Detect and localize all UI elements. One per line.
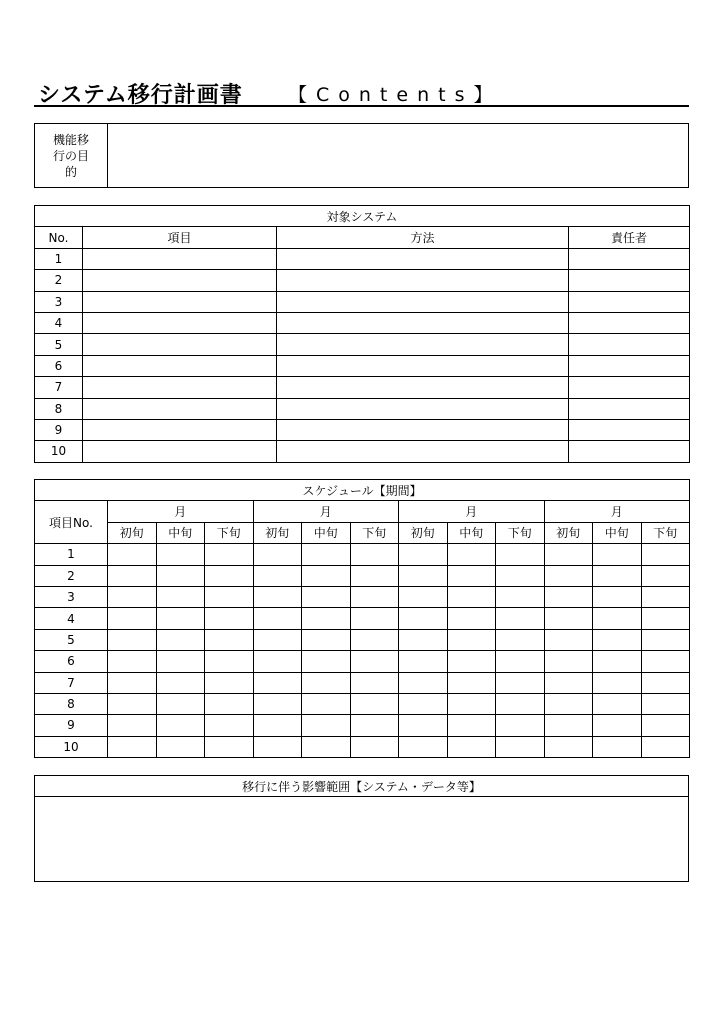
schedule-cell[interactable]: [302, 715, 351, 736]
item-cell[interactable]: [83, 291, 277, 312]
table-row: [35, 291, 690, 312]
title-divider: [34, 105, 689, 107]
owner-cell[interactable]: [569, 377, 690, 398]
table-row: [35, 377, 690, 398]
schedule-cell[interactable]: [108, 586, 157, 607]
owner-cell[interactable]: [569, 270, 690, 291]
schedule-cell[interactable]: [593, 565, 642, 586]
schedule-cell[interactable]: [593, 736, 642, 757]
schedule-cell[interactable]: [641, 715, 690, 736]
period-header: 中旬: [447, 522, 496, 543]
schedule-cell[interactable]: [593, 672, 642, 693]
row-number: 10: [35, 441, 83, 462]
schedule-cell[interactable]: [496, 608, 545, 629]
schedule-cell[interactable]: [496, 693, 545, 714]
schedule-cell[interactable]: [205, 586, 254, 607]
period-header: 下旬: [496, 522, 545, 543]
schedule-cell[interactable]: [205, 693, 254, 714]
owner-cell[interactable]: [569, 441, 690, 462]
schedule-cell[interactable]: [399, 565, 448, 586]
row-number: 9: [35, 715, 108, 736]
row-number: 4: [35, 312, 83, 333]
item-cell[interactable]: [83, 270, 277, 291]
schedule-cell[interactable]: [156, 693, 205, 714]
page-subtitle: 【Contents】: [288, 84, 502, 106]
schedule-cell[interactable]: [447, 629, 496, 650]
method-cell[interactable]: [277, 248, 569, 269]
schedule-cell[interactable]: [253, 651, 302, 672]
schedule-title-row: [35, 480, 690, 501]
schedule-cell[interactable]: [108, 693, 157, 714]
schedule-cell[interactable]: [156, 629, 205, 650]
table-row: [35, 672, 690, 693]
table-row: [35, 693, 690, 714]
period-header: 初旬: [108, 522, 157, 543]
col-header-method: 方法: [277, 227, 569, 248]
method-cell[interactable]: [277, 270, 569, 291]
schedule-cell[interactable]: [544, 565, 593, 586]
item-cell[interactable]: [83, 419, 277, 440]
schedule-cell[interactable]: [108, 651, 157, 672]
col-header-no: No.: [35, 227, 83, 248]
impact-title-row: [35, 776, 689, 797]
schedule-cell[interactable]: [641, 565, 690, 586]
table-row: [35, 270, 690, 291]
impact-table: [34, 775, 689, 882]
schedule-cell[interactable]: [350, 565, 399, 586]
schedule-cell[interactable]: [302, 544, 351, 565]
schedule-cell[interactable]: [350, 715, 399, 736]
owner-cell[interactable]: [569, 398, 690, 419]
schedule-cell[interactable]: [496, 565, 545, 586]
schedule-cell[interactable]: [641, 672, 690, 693]
schedule-cell[interactable]: [108, 608, 157, 629]
schedule-cell[interactable]: [253, 715, 302, 736]
table-row: [35, 312, 690, 333]
schedule-cell[interactable]: [399, 586, 448, 607]
schedule-table-body: [35, 544, 690, 758]
table-row: [35, 715, 690, 736]
schedule-cell[interactable]: [253, 693, 302, 714]
page-title: システム移行計画書: [38, 83, 243, 108]
target-table-body: [35, 248, 690, 462]
schedule-cell[interactable]: [302, 693, 351, 714]
period-header: 中旬: [302, 522, 351, 543]
schedule-cell[interactable]: [350, 544, 399, 565]
col-header-item-no: 項目No.: [35, 501, 108, 544]
schedule-cell[interactable]: [253, 586, 302, 607]
month-header: 月: [253, 501, 399, 522]
row-number: 5: [35, 334, 83, 355]
schedule-cell[interactable]: [399, 544, 448, 565]
period-header: 初旬: [253, 522, 302, 543]
schedule-cell[interactable]: [156, 715, 205, 736]
row-number: 7: [35, 377, 83, 398]
target-header-row: [35, 227, 690, 248]
schedule-cell[interactable]: [593, 586, 642, 607]
purpose-table: [34, 123, 689, 188]
schedule-cell[interactable]: [544, 544, 593, 565]
schedule-cell[interactable]: [641, 586, 690, 607]
month-header: 月: [544, 501, 690, 522]
schedule-cell[interactable]: [156, 651, 205, 672]
schedule-cell[interactable]: [496, 629, 545, 650]
schedule-cell[interactable]: [641, 544, 690, 565]
schedule-cell[interactable]: [399, 608, 448, 629]
schedule-cell[interactable]: [544, 693, 593, 714]
row-number: 1: [35, 544, 108, 565]
schedule-cell[interactable]: [253, 544, 302, 565]
schedule-cell[interactable]: [447, 608, 496, 629]
period-header: 下旬: [205, 522, 254, 543]
row-number: 5: [35, 629, 108, 650]
schedule-cell[interactable]: [108, 736, 157, 757]
schedule-cell[interactable]: [544, 586, 593, 607]
schedule-cell[interactable]: [108, 565, 157, 586]
impact-section-title: 移行に伴う影響範囲【システム・データ等】: [35, 776, 689, 797]
schedule-cell[interactable]: [350, 693, 399, 714]
schedule-cell[interactable]: [641, 608, 690, 629]
schedule-cell[interactable]: [302, 736, 351, 757]
owner-cell[interactable]: [569, 291, 690, 312]
item-cell[interactable]: [83, 334, 277, 355]
schedule-cell[interactable]: [447, 736, 496, 757]
schedule-cell[interactable]: [156, 608, 205, 629]
schedule-cell[interactable]: [593, 608, 642, 629]
schedule-section-title: スケジュール【期間】: [35, 480, 690, 501]
schedule-cell[interactable]: [156, 736, 205, 757]
schedule-cell[interactable]: [399, 715, 448, 736]
col-header-item: 項目: [83, 227, 277, 248]
row-number: 8: [35, 398, 83, 419]
owner-cell[interactable]: [569, 355, 690, 376]
table-row: [35, 586, 690, 607]
schedule-cell[interactable]: [302, 651, 351, 672]
purpose-label: [35, 124, 108, 188]
schedule-cell[interactable]: [641, 629, 690, 650]
schedule-cell[interactable]: [205, 608, 254, 629]
schedule-cell[interactable]: [156, 672, 205, 693]
row-number: 2: [35, 565, 108, 586]
schedule-cell[interactable]: [253, 608, 302, 629]
schedule-cell[interactable]: [544, 715, 593, 736]
schedule-cell[interactable]: [205, 629, 254, 650]
row-number: 9: [35, 419, 83, 440]
table-row: [35, 736, 690, 757]
table-row: [35, 608, 690, 629]
period-header: 初旬: [399, 522, 448, 543]
schedule-month-row: [35, 501, 690, 522]
schedule-cell[interactable]: [156, 586, 205, 607]
schedule-cell[interactable]: [253, 672, 302, 693]
schedule-cell[interactable]: [496, 586, 545, 607]
method-cell[interactable]: [277, 441, 569, 462]
purpose-label-text: 機能移行の目的: [52, 132, 89, 179]
row-number: 2: [35, 270, 83, 291]
row-number: 6: [35, 355, 83, 376]
method-cell[interactable]: [277, 291, 569, 312]
table-row: [35, 441, 690, 462]
item-cell[interactable]: [83, 398, 277, 419]
schedule-cell[interactable]: [447, 586, 496, 607]
table-row: [35, 544, 690, 565]
method-cell[interactable]: [277, 355, 569, 376]
target-section-title: 対象システム: [35, 206, 690, 227]
schedule-cell[interactable]: [108, 715, 157, 736]
schedule-cell[interactable]: [447, 651, 496, 672]
schedule-cell[interactable]: [544, 629, 593, 650]
target-system-table: [34, 205, 690, 463]
schedule-cell[interactable]: [156, 565, 205, 586]
table-row: [35, 248, 690, 269]
schedule-cell[interactable]: [302, 629, 351, 650]
period-header: 中旬: [156, 522, 205, 543]
item-cell[interactable]: [83, 312, 277, 333]
impact-body-row: [35, 797, 689, 882]
schedule-cell[interactable]: [108, 672, 157, 693]
period-header: 下旬: [350, 522, 399, 543]
month-header: 月: [108, 501, 254, 522]
impact-field[interactable]: [35, 797, 689, 882]
item-cell[interactable]: [83, 377, 277, 398]
method-cell[interactable]: [277, 377, 569, 398]
schedule-cell[interactable]: [447, 715, 496, 736]
table-row: [35, 334, 690, 355]
table-row: [35, 398, 690, 419]
schedule-cell[interactable]: [350, 608, 399, 629]
purpose-field[interactable]: [108, 124, 689, 188]
item-cell[interactable]: [83, 441, 277, 462]
schedule-cell[interactable]: [641, 736, 690, 757]
row-number: 3: [35, 291, 83, 312]
schedule-cell[interactable]: [399, 672, 448, 693]
schedule-table: [34, 479, 690, 758]
schedule-cell[interactable]: [399, 651, 448, 672]
method-cell[interactable]: [277, 419, 569, 440]
item-cell[interactable]: [83, 248, 277, 269]
schedule-cell[interactable]: [350, 651, 399, 672]
schedule-cell[interactable]: [253, 736, 302, 757]
schedule-cell[interactable]: [447, 544, 496, 565]
schedule-cell[interactable]: [447, 565, 496, 586]
schedule-cell[interactable]: [399, 736, 448, 757]
owner-cell[interactable]: [569, 334, 690, 355]
schedule-cell[interactable]: [399, 693, 448, 714]
schedule-cell[interactable]: [593, 544, 642, 565]
schedule-cell[interactable]: [496, 544, 545, 565]
schedule-cell[interactable]: [399, 629, 448, 650]
schedule-cell[interactable]: [350, 586, 399, 607]
table-row: [35, 651, 690, 672]
row-number: 8: [35, 693, 108, 714]
schedule-period-row: [35, 522, 690, 543]
month-header: 月: [399, 501, 545, 522]
schedule-cell[interactable]: [593, 715, 642, 736]
schedule-cell[interactable]: [302, 608, 351, 629]
method-cell[interactable]: [277, 398, 569, 419]
row-number: 4: [35, 608, 108, 629]
schedule-cell[interactable]: [350, 629, 399, 650]
owner-cell[interactable]: [569, 312, 690, 333]
schedule-cell[interactable]: [302, 565, 351, 586]
schedule-cell[interactable]: [593, 651, 642, 672]
schedule-cell[interactable]: [447, 693, 496, 714]
schedule-cell[interactable]: [496, 651, 545, 672]
col-header-owner: 責任者: [569, 227, 690, 248]
period-header: 中旬: [593, 522, 642, 543]
method-cell[interactable]: [277, 334, 569, 355]
schedule-cell[interactable]: [641, 693, 690, 714]
schedule-cell[interactable]: [593, 629, 642, 650]
schedule-cell[interactable]: [253, 629, 302, 650]
purpose-row: [35, 124, 689, 188]
schedule-cell[interactable]: [302, 586, 351, 607]
owner-cell[interactable]: [569, 419, 690, 440]
table-row: [35, 629, 690, 650]
period-header: 下旬: [641, 522, 690, 543]
schedule-cell[interactable]: [544, 651, 593, 672]
schedule-cell[interactable]: [350, 736, 399, 757]
period-header: 初旬: [544, 522, 593, 543]
schedule-cell[interactable]: [205, 736, 254, 757]
schedule-cell[interactable]: [205, 715, 254, 736]
row-number: 6: [35, 651, 108, 672]
schedule-cell[interactable]: [544, 736, 593, 757]
method-cell[interactable]: [277, 312, 569, 333]
schedule-cell[interactable]: [108, 629, 157, 650]
schedule-cell[interactable]: [205, 565, 254, 586]
schedule-cell[interactable]: [641, 651, 690, 672]
row-number: 7: [35, 672, 108, 693]
row-number: 10: [35, 736, 108, 757]
owner-cell[interactable]: [569, 248, 690, 269]
row-number: 1: [35, 248, 83, 269]
schedule-cell[interactable]: [544, 608, 593, 629]
schedule-cell[interactable]: [156, 544, 205, 565]
row-number: 3: [35, 586, 108, 607]
table-row: [35, 355, 690, 376]
item-cell[interactable]: [83, 355, 277, 376]
schedule-cell[interactable]: [496, 715, 545, 736]
target-title-row: [35, 206, 690, 227]
schedule-cell[interactable]: [205, 651, 254, 672]
schedule-cell[interactable]: [205, 672, 254, 693]
schedule-cell[interactable]: [108, 544, 157, 565]
table-row: [35, 419, 690, 440]
table-row: [35, 565, 690, 586]
schedule-cell[interactable]: [253, 565, 302, 586]
schedule-cell[interactable]: [544, 672, 593, 693]
schedule-cell[interactable]: [496, 736, 545, 757]
schedule-cell[interactable]: [496, 672, 545, 693]
schedule-cell[interactable]: [447, 672, 496, 693]
schedule-cell[interactable]: [593, 693, 642, 714]
schedule-cell[interactable]: [350, 672, 399, 693]
schedule-cell[interactable]: [205, 544, 254, 565]
schedule-cell[interactable]: [302, 672, 351, 693]
